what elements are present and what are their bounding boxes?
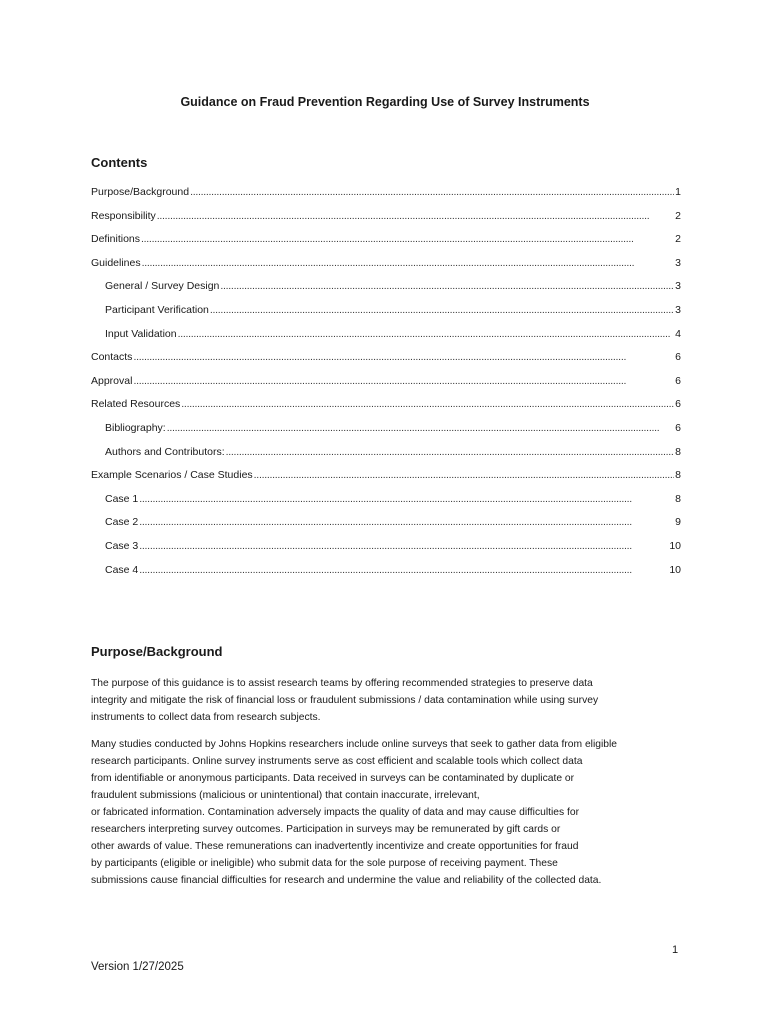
toc-label: Bibliography: bbox=[105, 421, 166, 434]
toc-leader bbox=[139, 514, 674, 530]
toc-label: Case 3 bbox=[105, 539, 139, 552]
toc-leader bbox=[190, 184, 674, 200]
toc-page-number: 8 bbox=[675, 445, 681, 458]
toc-page-number: 4 bbox=[675, 327, 681, 340]
toc-entry-guidelines[interactable] bbox=[91, 255, 681, 279]
text-line: from identifiable or anonymous participants. Data received in surveys can be contaminated by duplicate or bbox=[91, 773, 575, 784]
text-line: fraudulent submissions (malicious or unintentional) that contain inaccurate, irrelevant, bbox=[91, 790, 480, 801]
version-footer: Version 1/27/2025 bbox=[91, 961, 184, 973]
toc-leader bbox=[254, 467, 674, 483]
toc-label: Participant Verification bbox=[105, 303, 209, 316]
toc-label: Definitions bbox=[91, 233, 141, 246]
toc-label: Responsibility bbox=[91, 209, 156, 222]
toc-entry-approval[interactable] bbox=[91, 373, 681, 397]
paragraph bbox=[91, 675, 691, 726]
toc-entry-general-survey-design[interactable] bbox=[91, 278, 681, 302]
paragraph bbox=[91, 736, 691, 889]
toc-label: Input Validation bbox=[105, 327, 177, 340]
toc-page-number: 6 bbox=[675, 421, 681, 434]
toc-entry-case-3[interactable] bbox=[91, 538, 681, 562]
toc-page-number: 6 bbox=[675, 351, 681, 364]
toc-page-number: 10 bbox=[669, 563, 681, 576]
toc-leader bbox=[133, 373, 674, 389]
toc-label: Case 2 bbox=[105, 516, 139, 529]
toc-label: Approval bbox=[91, 374, 133, 387]
toc-leader bbox=[210, 302, 674, 318]
toc-page-number: 6 bbox=[675, 398, 681, 411]
toc-leader bbox=[220, 278, 674, 294]
toc-entry-authors-contributors[interactable] bbox=[91, 444, 681, 468]
text-line: submissions cause financial difficulties for research and undermine the value and reliability of the collected data. bbox=[91, 875, 602, 886]
toc-leader bbox=[181, 396, 674, 412]
page-number: 1 bbox=[672, 944, 679, 956]
toc-page-number: 2 bbox=[675, 209, 681, 222]
toc-label: Authors and Contributors: bbox=[105, 445, 225, 458]
toc-leader bbox=[226, 444, 675, 460]
toc-leader bbox=[157, 208, 674, 224]
text-line: by participants (eligible or ineligible) who submit data for the sole purpose of receiving payment. These bbox=[91, 858, 558, 869]
toc-page-number: 8 bbox=[675, 469, 681, 482]
toc-leader bbox=[142, 255, 675, 271]
toc-entry-purpose-background[interactable] bbox=[91, 184, 681, 208]
toc-leader bbox=[139, 538, 668, 554]
text-line: instruments to collect data from research subjects. bbox=[91, 712, 321, 723]
toc-page-number: 10 bbox=[669, 539, 681, 552]
text-line: researchers interpreting survey outcomes. Participation in surveys may be remunerated by gift cards or bbox=[91, 824, 561, 835]
toc-page-number: 3 bbox=[675, 256, 681, 269]
toc-label: Guidelines bbox=[91, 256, 141, 269]
toc-page-number: 2 bbox=[675, 233, 681, 246]
toc-label: Purpose/Background bbox=[91, 186, 190, 198]
toc-entry-case-1[interactable] bbox=[91, 491, 681, 515]
toc-entry-bibliography[interactable] bbox=[91, 420, 681, 444]
toc-entry-contacts[interactable] bbox=[91, 349, 681, 373]
contents-heading: Contents bbox=[91, 155, 148, 170]
toc-label: Related Resources bbox=[91, 398, 181, 411]
text-line: research participants. Online survey instruments serve as cost efficient and scalable tools which collect data bbox=[91, 756, 583, 767]
toc-label: Case 4 bbox=[105, 563, 139, 576]
document-title: Guidance on Fraud Prevention Regarding Use of Survey Instruments bbox=[180, 95, 590, 109]
toc-entry-related-resources[interactable] bbox=[91, 396, 681, 420]
text-line: integrity and mitigate the risk of financial loss or fraudulent submissions / data contamination while using survey bbox=[91, 695, 599, 706]
toc-leader bbox=[139, 562, 668, 578]
toc-page-number: 9 bbox=[675, 516, 681, 529]
toc-page-number: 3 bbox=[675, 280, 681, 293]
toc-entry-example-scenarios[interactable] bbox=[91, 467, 681, 491]
text-line: or fabricated information. Contamination adversely impacts the quality of data and may cause difficulties for bbox=[91, 807, 580, 818]
toc-label: Case 1 bbox=[105, 492, 139, 505]
toc-leader bbox=[167, 420, 674, 436]
toc-page-number: 6 bbox=[675, 374, 681, 387]
table-of-contents bbox=[91, 184, 681, 585]
toc-entry-participant-verification[interactable] bbox=[91, 302, 681, 326]
toc-leader bbox=[133, 349, 674, 365]
toc-entry-definitions[interactable] bbox=[91, 231, 681, 255]
toc-entry-responsibility[interactable] bbox=[91, 208, 681, 232]
toc-leader bbox=[141, 231, 674, 247]
toc-entry-case-4[interactable] bbox=[91, 562, 681, 586]
section-heading-purpose-background: Purpose/Background bbox=[91, 644, 223, 659]
toc-label: General / Survey Design bbox=[105, 280, 220, 293]
toc-leader bbox=[178, 326, 675, 342]
toc-label: Example Scenarios / Case Studies bbox=[91, 469, 253, 482]
toc-page-number: 8 bbox=[675, 492, 681, 505]
toc-page-number: 3 bbox=[675, 303, 681, 316]
toc-entry-case-2[interactable] bbox=[91, 514, 681, 538]
toc-label: Contacts bbox=[91, 351, 133, 364]
toc-entry-input-validation[interactable] bbox=[91, 326, 681, 350]
text-line: other awards of value. These remunerations can inadvertently incentivize and create opportunities for fraud bbox=[91, 841, 579, 852]
text-line: The purpose of this guidance is to assist research teams by offering recommended strategies to preserve data bbox=[91, 678, 593, 689]
toc-leader bbox=[139, 491, 674, 507]
toc-page-number: 1 bbox=[675, 186, 681, 198]
text-line: Many studies conducted by Johns Hopkins researchers include online surveys that seek to gather data from eligible bbox=[91, 739, 618, 750]
